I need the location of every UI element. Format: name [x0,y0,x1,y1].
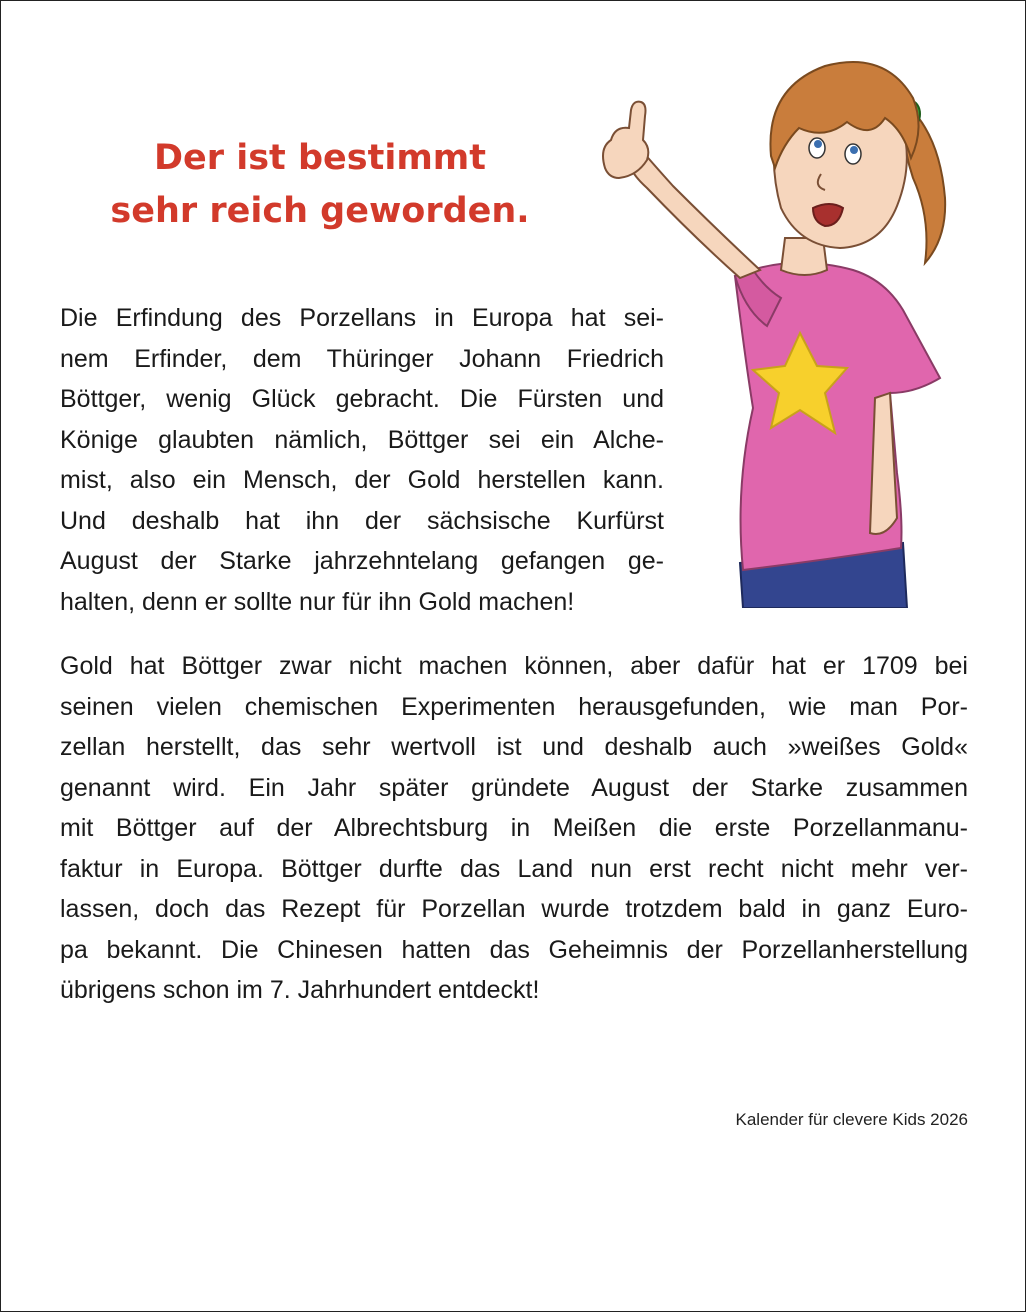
text-line: genannt wird. Ein Jahr später gründete August der Starke zusammen [60,773,968,802]
text-line: faktur in Europa. Böttger durfte das Land nun erst recht nicht mehr ver- [60,854,968,883]
text-line: lassen, doch das Rezept für Porzellan wurde trotzdem bald in ganz Euro- [60,895,968,923]
text-line: Gold hat Böttger zwar nicht machen können, aber dafür hat er 1709 bei [60,652,968,680]
text-line: Die Erfindung des Porzellans in Europa hat sei- [60,304,664,332]
text-line: pa bekannt. Die Chinesen hatten das Geheimnis der Porzellanherstellung [60,935,968,964]
headline-line-1: Der ist bestimmt [153,138,486,178]
text-line: mit Böttger auf der Albrechtsburg in Meißen die erste Porzellanmanu- [60,814,968,842]
text-line: Böttger, wenig Glück gebracht. Die Fürsten und [60,385,664,413]
girl-pointing-illustration [585,48,965,608]
text-line: mist, also ein Mensch, der Gold herstellen kann. [60,466,664,494]
pointing-hand [603,102,648,178]
text-line: nem Erfinder, dem Thüringer Johann Friedrich [60,344,664,373]
text-line: zellan herstellt, das sehr wertvoll ist und deshalb auch »weißes Gold« [60,733,968,761]
lower-arm [870,393,897,534]
paragraph-main [60,646,968,1011]
headline-line-2: sehr reich geworden. [110,191,530,231]
text-line: übrigens schon im 7. Jahrhundert entdeckt! [60,976,540,1004]
page-headline [60,132,580,238]
paragraph-intro [60,298,664,622]
text-line: Könige glaubten nämlich, Böttger sei ein Alche- [60,425,664,454]
text-line: seinen vielen chemischen Experimenten herausgefunden, wie man Por- [60,692,968,721]
text-line: Und deshalb hat ihn der sächsische Kurfürst [60,506,664,535]
text-line: August der Starke jahrzehntelang gefangen ge- [60,547,664,575]
raised-arm [627,152,760,278]
text-line: halten, denn er sollte nur für ihn Gold machen! [60,587,575,616]
footer-caption: Kalender für clevere Kids 2026 [735,1110,968,1129]
